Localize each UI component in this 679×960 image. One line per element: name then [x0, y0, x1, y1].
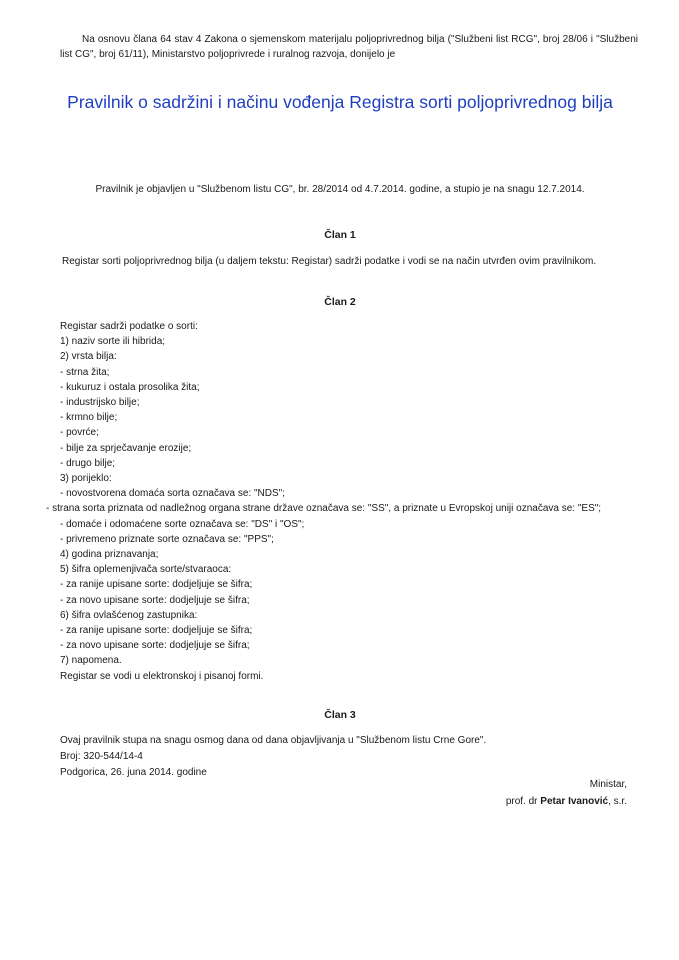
list-item: 5) šifra oplemenjivača sorte/stvaraoca: [60, 564, 232, 576]
signature-block [506, 776, 627, 810]
list-item: 6) šifra ovlašćenog zastupnika: [60, 609, 198, 621]
list-item: Registar se vodi u elektronskoj i pisanoj formi. [60, 670, 264, 682]
list-item: 7) napomena. [60, 655, 122, 667]
list-item: - za novo upisane sorte: dodjeljuje se šifra; [60, 640, 250, 652]
signature-suffix: , s.r. [608, 796, 627, 807]
clan-3-heading: Član 3 [324, 709, 356, 721]
list-item: 4) godina priznavanja; [60, 549, 159, 561]
clan-3-body [60, 733, 630, 781]
list-item: - za ranije upisane sorte: dodjeljuje se šifra; [60, 625, 253, 637]
list-item: 2) vrsta bilja: [60, 351, 117, 363]
list-item: - strana sorta priznata od nadležnog organa strane države označava se: "SS", a priznate u Evropskoj uniji označava se: "ES"; [46, 503, 602, 515]
list-item: 1) naziv sorte ili hibrida; [60, 336, 166, 348]
list-item: - bilje za sprječavanje erozije; [60, 442, 192, 454]
intro-paragraph: Na osnovu člana 64 stav 4 Zakona o sjemenskom materijalu poljoprivrednog bilja ("Službeni list RCG", broj 28/06 i "Službeni list CG", broj 61/11), Ministarstvo poljoprivrede i ruralnog razvoja, donijelo je [60, 34, 638, 60]
publication-note: Pravilnik je objavljen u "Službenom listu CG", br. 28/2014 od 4.7.2014. godine, a stupio je na snagu 12.7.2014. [95, 184, 585, 195]
place-date: Podgorica, 26. juna 2014. godine [60, 767, 207, 778]
signature-line [506, 793, 627, 810]
list-item: - drugo bilje; [60, 457, 116, 469]
signature-role: Ministar, [589, 779, 627, 790]
signature-prefix: prof. dr [505, 796, 541, 807]
list-item: - novostvorena domaća sorta označava se: "NDS"; [60, 488, 285, 500]
list-item: - krmno bilje; [60, 412, 118, 424]
list-item: - za novo upisane sorte: dodjeljuje se šifra; [60, 594, 250, 606]
document-title: Pravilnik o sadržini i načinu vođenja Registra sorti poljoprivrednog bilja [67, 92, 613, 112]
list-item: - povrće; [60, 427, 99, 439]
clan-3-text: Ovaj pravilnik stupa na snagu osmog dana od dana objavljivanja u "Službenom listu Crne Gore". [60, 735, 487, 746]
clan-2-heading: Član 2 [324, 296, 356, 308]
document-number: Broj: 320-544/14-4 [60, 751, 143, 762]
list-item: - privremeno priznate sorte označava se: "PPS"; [60, 533, 274, 545]
list-item: - domaće i odomaćene sorte označava se: "DS" i "OS"; [60, 518, 305, 530]
list-item: - kukuruz i ostala prosolika žita; [60, 381, 200, 393]
signature-name: Petar Ivanović [540, 796, 609, 807]
clan-1-text: Registar sorti poljoprivrednog bilja (u daljem tekstu: Registar) sadrži podatke i vodi se na način utvrđen ovim pravilnikom. [62, 256, 597, 267]
clan-2-list [46, 319, 630, 684]
list-item: - industrijsko bilje; [60, 397, 140, 409]
list-item: - strna žita; [60, 366, 110, 378]
clan-1-heading: Član 1 [324, 229, 356, 241]
list-item: Registar sadrži podatke o sorti: [60, 321, 198, 332]
list-item: - za ranije upisane sorte: dodjeljuje se šifra; [60, 579, 253, 591]
list-item: 3) porijeklo: [60, 473, 112, 485]
